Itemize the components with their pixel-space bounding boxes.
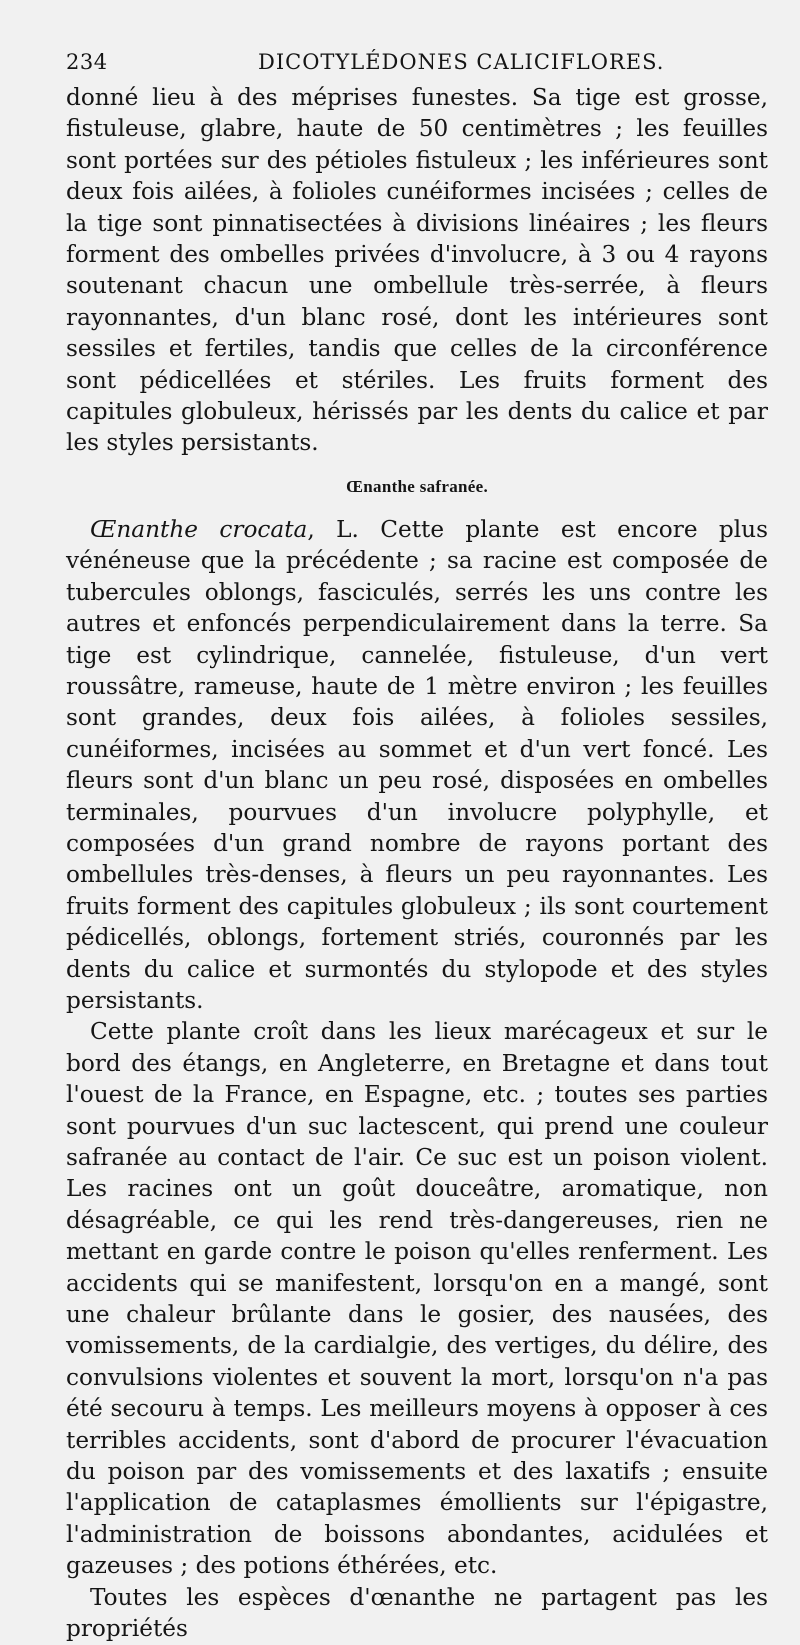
paragraph-oenanthe-crocata-text: , L. Cette plante est encore plus vénéneuse que la précédente ; sa racine est composée de tubercules oblongs, fasciculés, serrés les uns contre les autres et enfoncés perpendiculairement dans la terre. Sa tige est cylindrique, cannelée, fistuleuse, d'un vert roussâtre, rameuse, haute de 1 mètre environ ; les feuilles sont grandes, deux fois ailées, à folioles sessiles, cunéiformes, incisées au sommet et d'un vert foncé. Les fleurs sont d'un blanc un peu rosé, disposées en ombelles terminales, pourvues d'un involucre polyphylle, et composées d'un grand nombre de rayons portant des ombellules très-denses, à fleurs un peu rayonnantes. Les fruits forment des capitules globuleux ; ils sont courtement pédicellés, oblongs, fortement striés, couronnés par les dents du calice et surmontés du stylopode et des styles persistants. (66, 515, 769, 1014)
paragraph-continuation: Toutes les espèces d'œnanthe ne partagent pas les propriétés (66, 1583, 768, 1643)
paragraph-previous-species: donné lieu à des méprises funestes. Sa tige est grosse, fistuleuse, glabre, haute de 50 centimètres ; les feuilles sont portées sur des pétioles fistuleux ; les inférieures sont deux fois ailées, à folioles cunéiformes incisées ; celles de la tige sont pinnatisectées à divisions linéaires ; les fleurs forment des ombelles privées d'involucre, à 3 ou 4 rayons soutenant chacun une ombellule très-serrée, à fleurs rayonnantes, d'un blanc rosé, dont les intérieures sont sessiles et fertiles, tandis que celles de la circonférence sont pédicellées et stériles. Les fruits forment des capitules globuleux, hérissés par les dents du calice et par les styles persistants. (66, 84, 768, 457)
page-body (66, 82, 768, 1645)
page-header (66, 50, 768, 82)
running-title: DICOTYLÉDONES CALICIFLORES. (258, 50, 665, 74)
section-heading: Œnanthe safranée. (345, 476, 489, 496)
species-name: Œnanthe crocata (90, 515, 308, 543)
paragraph-habitat-toxicity: Cette plante croît dans les lieux marécageux et sur le bord des étangs, en Angleterre, en Bretagne et dans tout l'ouest de la France, en Espagne, etc. ; toutes ses parties sont pourvues d'un suc lactescent, qui prend une couleur safranée au contact de l'air. Ce suc est un poison violent. Les racines ont un goût douceâtre, aromatique, non désagréable, ce qui les rend très-dangereuses, rien ne mettant en garde contre le poison qu'elles renferment. Les accidents qui se manifestent, lorsqu'on en a mangé, sont une chaleur brûlante dans le gosier, des nausées, des vomissements, de la cardialgie, des vertiges, du délire, des convulsions violentes et souvent la mort, lorsqu'on n'a pas été secouru à temps. Les meilleurs moyens à opposer à ces terribles accidents, sont d'abord de procurer l'évacuation du poison par des vomissements et des laxatifs ; ensuite l'application de cataplasmes émollients sur l'épigastre, l'administration de boissons abondantes, acidulées et gazeuses ; des potions éthérées, etc. (66, 1018, 768, 1580)
paragraph-oenanthe-crocata (66, 514, 768, 1017)
page-number: 234 (66, 50, 108, 74)
